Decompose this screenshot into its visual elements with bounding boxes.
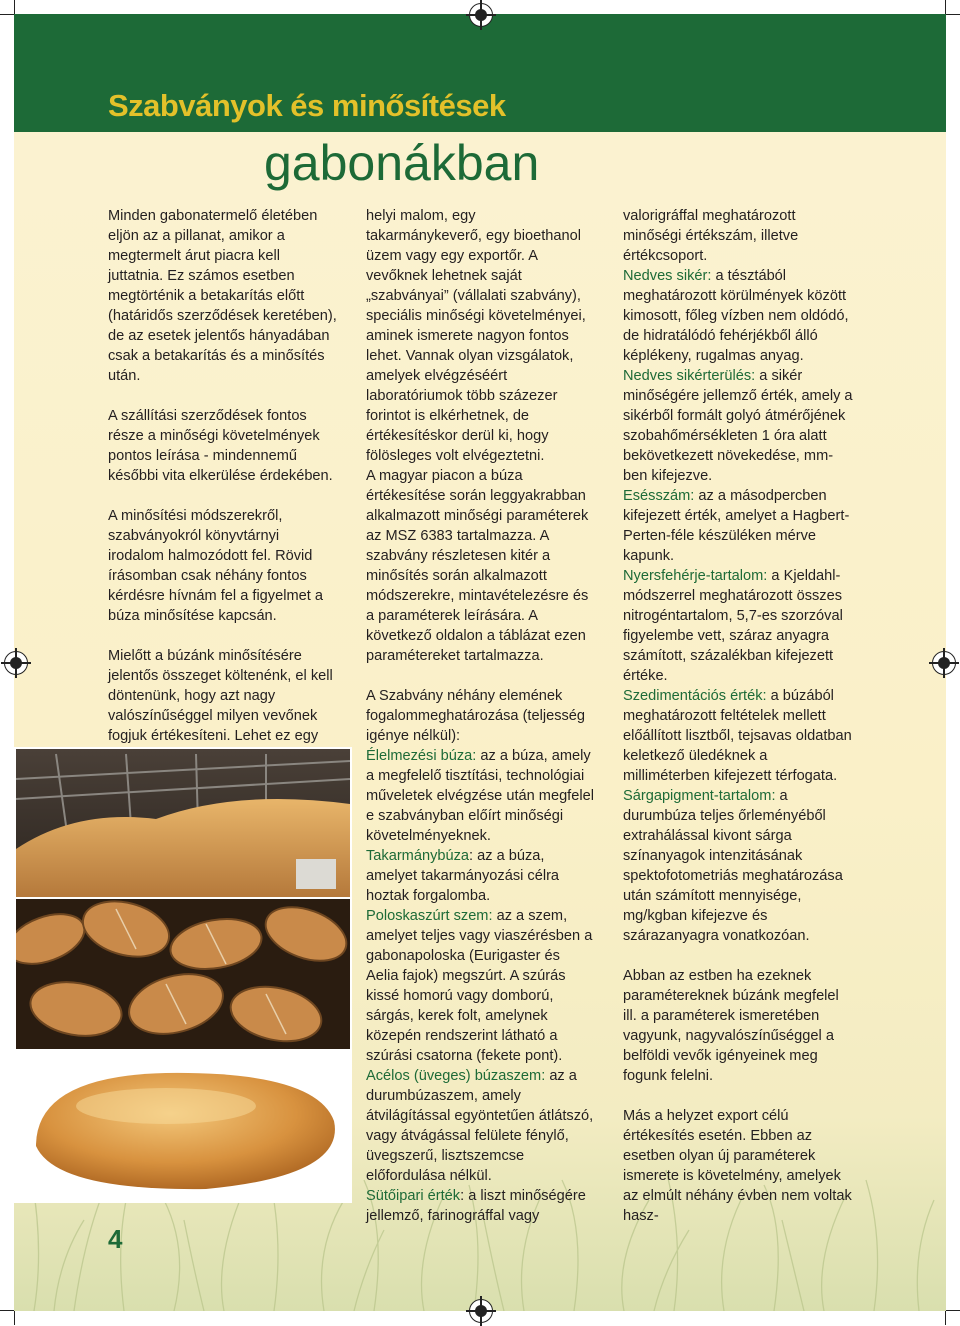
grain-warehouse-photo — [14, 747, 352, 899]
definition-term: Sárgapigment-tartalom: — [623, 788, 776, 804]
definition-term: Nedves sikér: — [623, 268, 712, 284]
text-column-2 — [366, 206, 594, 1226]
definition-text: a sikér minőségére jellemző érték, amely a sikérből formált golyó átmérőjének szobahőmérsékleten 1 óra alatt bekövetkezett növekedése, mm-ben kifejezve. — [623, 368, 853, 484]
article-subtitle: gabonákban — [264, 135, 540, 191]
definition-term: Élelmezési búza: — [366, 748, 477, 764]
definition — [623, 206, 853, 266]
definition-text: a búzából meghatározott feltételek mellett előállított lisztből, tejsavas oldatban keletkező üledéknek a milliméterben kifejezett térfogata. — [623, 688, 852, 784]
paragraph: A szállítási szerződések fontos része a minőségi követelmények pontos leírása - mindennemű későbbi vita elkerülése érdekében. — [108, 408, 333, 484]
definition-term: Sütőipari érték — [366, 1188, 461, 1204]
definition-text: a tésztából meghatározott körülmények között kimosott, főleg vízben nem oldódó, de hidratálódó fehérjékből álló képlékeny, rugalmas anyag. — [623, 268, 849, 364]
definition-text: az a másodpercben kifejezett érték, amelyet a Hagbert-Perten-féle készüléken mérve kapunk. — [623, 488, 850, 564]
text-column-1 — [108, 206, 338, 746]
paragraph: Más a helyzet export célú értékesítés esetén. Ebben az esetben olyan új paraméterek ismerete is követelmény, amelyek az elmúlt néhány évben nem voltak hasz- — [623, 1108, 852, 1224]
definition — [623, 566, 853, 686]
definition-text: az a szem, amelyet teljes vagy viaszérésben a gabonapoloska (Eurigaster és Aelia fajok) megszúrt. A szúrás kissé homorú vagy domború, sárgás, kerek folt, amelynek közepén rendszerint látható a szúrási csatorna (fekete pont). — [366, 908, 593, 1064]
crop-line — [945, 0, 946, 14]
definition — [366, 906, 594, 1066]
definition-text: valorigráffal meghatározott minőségi értékszám, illetve értékcsoport. — [623, 208, 799, 264]
definition — [623, 366, 853, 486]
definition-term: Acélos (üveges) búzaszem: — [366, 1068, 546, 1084]
definition-text: a durumbúza teljes őrleményéből extrahálással kivont sárga színanyagok intenzitásának spektofotometriás meghatározása után számított mennyisége, mg/kgban kifejezve és szárazanyagra vonatkozóan. — [623, 788, 843, 944]
crop-line — [946, 1310, 960, 1311]
paragraph: Abban az estben ha ezeknek paramétereknek búzánk megfelel ill. a paraméterek ismeretében vagyunk, nagyvalószínűséggel a belföldi vevők igényeinek meg fogunk felelni. — [623, 968, 839, 1084]
definition-term: Poloskaszúrt szem: — [366, 908, 493, 924]
article-title: Szabványok és minősítések — [108, 88, 506, 123]
definition-term: Esésszám: — [623, 488, 695, 504]
crop-line — [14, 0, 15, 14]
definition — [366, 1066, 594, 1186]
paragraph: A magyar piacon a búza értékesítése során leggyakrabban alkalmazott minőségi paraméterek az MSZ 6383 tartalmazza. A szabvány részletesen kitér a minősítés során alkalmazott módszerekre, mintavételezésre és a paraméterek leírására. A következő oldalon a táblázat ezen paramétereket tartalmazza. — [366, 468, 589, 664]
definition-term: Takarmánybúza — [366, 848, 470, 864]
definition — [366, 846, 594, 906]
page-number: 4 — [108, 1224, 123, 1254]
registration-mark-icon — [932, 651, 956, 675]
definition-term: Szedimentációs érték: — [623, 688, 767, 704]
registration-mark-icon — [469, 1299, 493, 1323]
paragraph: A minősítési módszerekről, szabványokról könyvtárnyi irodalom halmozódott fel. Rövid írásomban csak néhány fontos kérdésre hívnám fel a figyelmet a búza minősítése kapcsán. — [108, 508, 323, 624]
paragraph: A Szabvány néhány elemének fogalommeghatározása (teljesség igénye nélkül): — [366, 688, 586, 744]
crop-line — [946, 14, 960, 15]
paragraph: helyi malom, egy takarmánykeverő, egy bioethanol üzem vagy egy exportőr. A vevőknek lehetnek saját „szabványai” (vállalati szabvány), speciális minőségi követelményei, aminek ismerete nagyon fontos lehet. Vannak olyan vizsgálatok, amelyek elvégzéséért laboratóriumok több százezer forintot is elkérhetnek, de értékesítéskor derül ki, hogy fölösleges volt elvégeztetni. — [366, 208, 586, 464]
definition-term: Nyersfehérje-tartalom: — [623, 568, 768, 584]
crop-line — [14, 1311, 15, 1325]
definition — [366, 746, 594, 846]
definition-text: : a liszt minőségére jellemző, farinográffal vagy — [366, 1188, 586, 1224]
definition — [623, 686, 853, 786]
crop-line — [0, 14, 14, 15]
definition-text: az a durumbúzaszem, amely átvilágítással egyöntetűen átlátszó, vagy átvágással felülete fénylő, üvegszerű, lisztszemcse előfordulása nélkül. — [366, 1068, 594, 1184]
crop-line — [945, 1311, 946, 1325]
definition-text: : az a búza, amelyet takarmányozási célra hoztak forgalomba. — [366, 848, 560, 904]
paragraph: Mielőtt a búzánk minősítésére jelentős összeget költenénk, el kell döntenünk, hogy azt nagy valószínűséggel milyen vevőnek fogjuk értékesíteni. Lehet ez egy — [108, 648, 333, 744]
definition — [623, 786, 853, 946]
definition — [366, 1186, 594, 1226]
wheat-grains-photo — [14, 897, 352, 1051]
paragraph: Minden gabonatermelő életében eljön az a pillanat, amikor a megtermelt árut piacra kell juttatnia. Ez számos esetben megtörténik a betakarítás előtt (határidős szerződések keretében), de az esetek jelentős hányadában csak a betakarítás és a minősítés után. — [108, 208, 337, 384]
registration-mark-icon — [469, 3, 493, 27]
crop-line — [0, 1310, 14, 1311]
bread-loaf-photo — [14, 1049, 352, 1203]
definition — [623, 266, 853, 366]
registration-mark-icon — [4, 651, 28, 675]
definition — [623, 486, 853, 566]
text-column-3 — [623, 206, 853, 1226]
definition-term: Nedves sikérterülés: — [623, 368, 756, 384]
definition-text: az a búza, amely a megfelelő tisztítási, technológiai műveletek elvégzése után megfelel e szabványban előírt minőségi követelményeknek. — [366, 748, 594, 844]
definition-text: a Kjeldahl-módszerrel meghatározott összes nitrogéntartalom, 5,7-es szorzóval figyelembe vett, száraz anyagra számított, százalékban kifejezett értéke. — [623, 568, 843, 684]
